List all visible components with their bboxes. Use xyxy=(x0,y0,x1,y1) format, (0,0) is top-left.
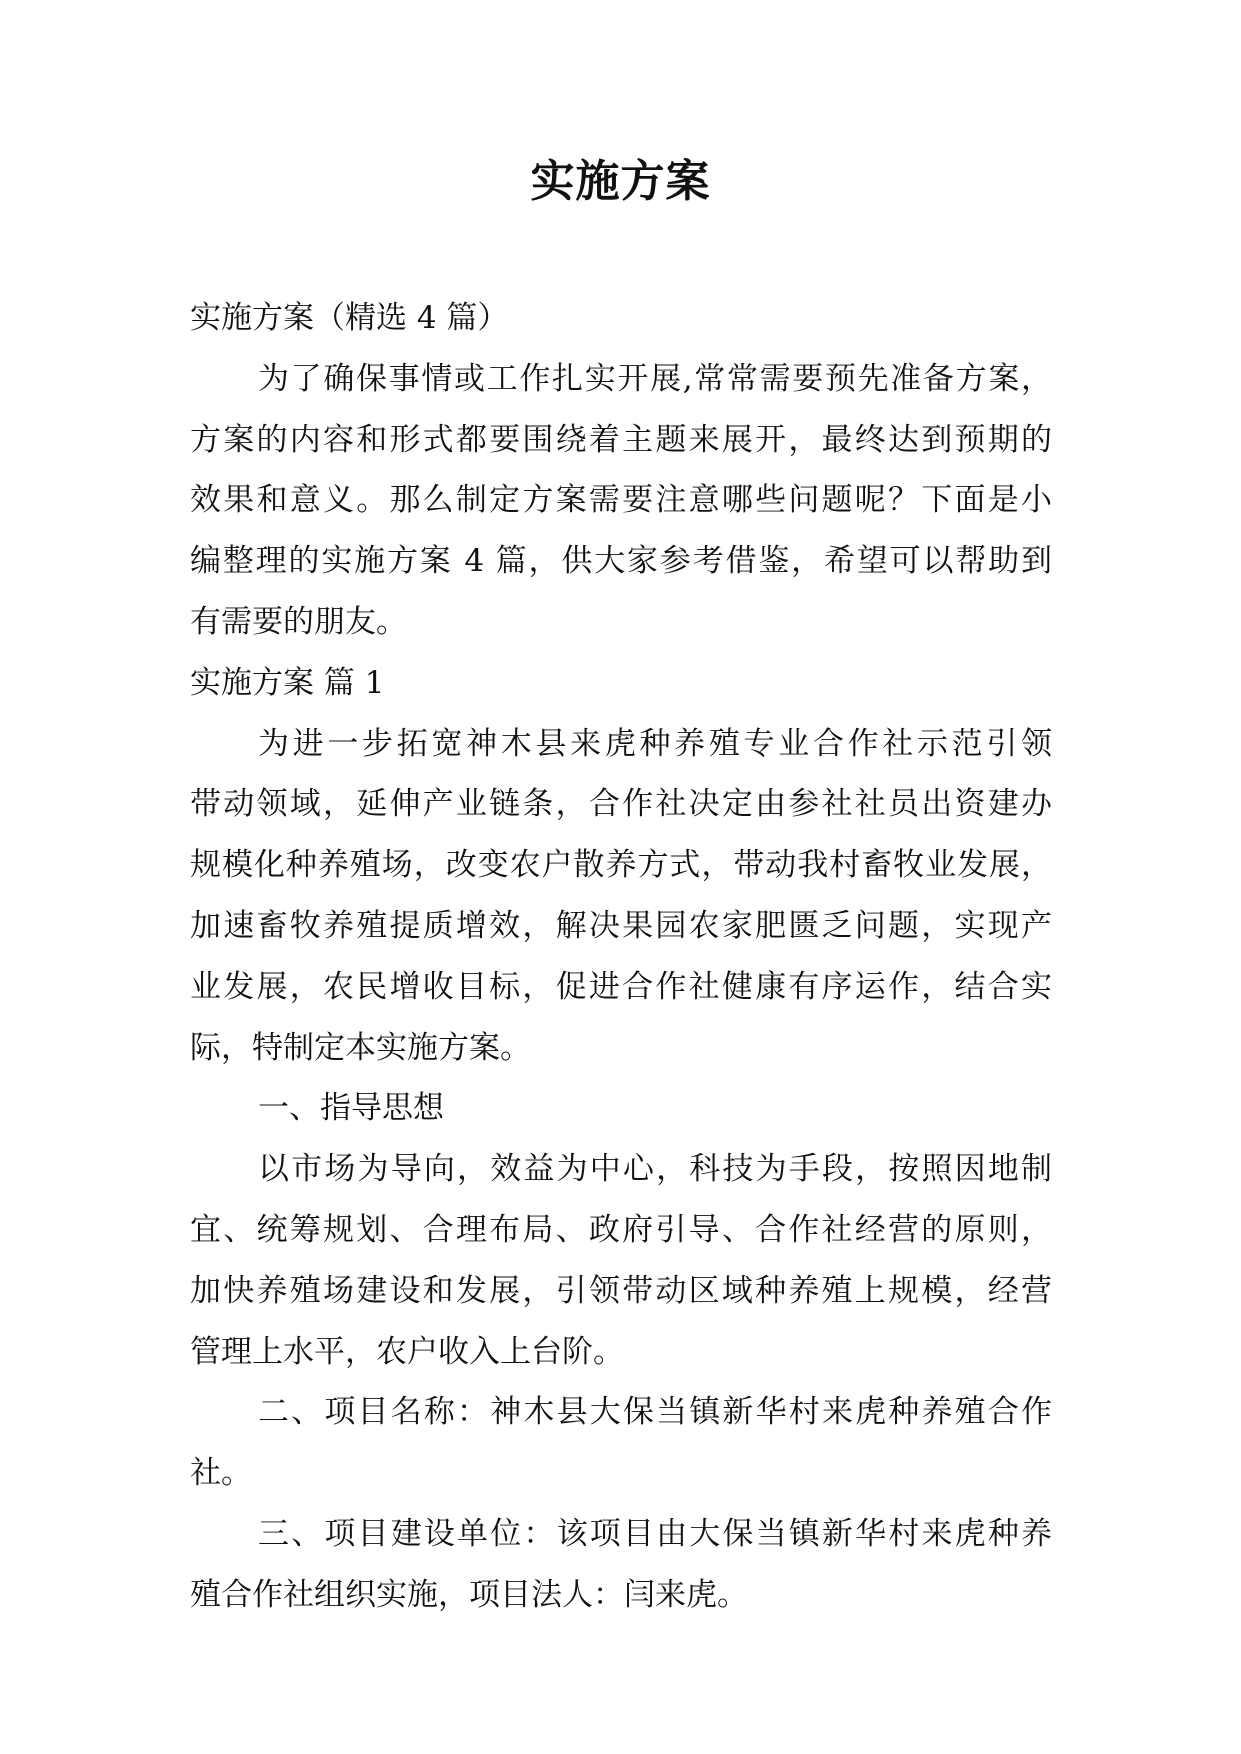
project-name-line: 二、项目名称：神木县大保当镇新华村来虎种养殖合作 xyxy=(258,1394,1052,1431)
project-unit-line: 殖合作社组织实施，项目法人：闫来虎。 xyxy=(190,1576,748,1613)
guiding-paragraph-line: 宜、统筹规划、合理布局、政府引导、合作社经营的原则， xyxy=(190,1211,1052,1248)
guiding-paragraph-line: 以市场为导向，效益为中心，科技为手段，按照因地制 xyxy=(258,1151,1052,1188)
intro-paragraph-line: 效果和意义。那么制定方案需要注意哪些问题呢？下面是小 xyxy=(190,482,1052,519)
subtitle-line: 实施方案（精选 4 篇） xyxy=(190,300,509,336)
intro-paragraph-line: 方案的内容和形式都要围绕着主题来展开，最终达到预期的 xyxy=(190,421,1052,458)
intro-paragraph-line: 为了确保事情或工作扎实开展,常常需要预先准备方案， xyxy=(258,360,1052,397)
section-paragraph-line: 加速畜牧养殖提质增效，解决果园农家肥匮乏问题，实现产 xyxy=(190,907,1052,944)
guiding-paragraph-line: 管理上水平，农户收入上台阶。 xyxy=(190,1333,624,1370)
subheading-line: 一、指导思想 xyxy=(258,1090,444,1127)
section-paragraph-line: 际，特制定本实施方案。 xyxy=(190,1029,531,1066)
section-heading-line: 实施方案 篇 1 xyxy=(190,664,385,701)
document-title: 实施方案 xyxy=(530,156,711,207)
section-paragraph-line: 为进一步拓宽神木县来虎种养殖专业合作社示范引领 xyxy=(258,725,1052,762)
project-name-line: 社。 xyxy=(190,1455,252,1492)
project-unit-line: 三、项目建设单位：该项目由大保当镇新华村来虎种养 xyxy=(258,1515,1052,1552)
section-paragraph-line: 带动领域，延伸产业链条，合作社决定由参社社员出资建办 xyxy=(190,786,1052,823)
section-paragraph-line: 规模化种养殖场，改变农户散养方式，带动我村畜牧业发展， xyxy=(190,847,1052,884)
section-paragraph-line: 业发展，农民增收目标，促进合作社健康有序运作，结合实 xyxy=(190,968,1052,1005)
guiding-paragraph-line: 加快养殖场建设和发展，引领带动区域种养殖上规模，经营 xyxy=(190,1272,1052,1309)
intro-paragraph-line: 有需要的朋友。 xyxy=(190,603,407,640)
intro-paragraph-line: 编整理的实施方案 4 篇，供大家参考借鉴，希望可以帮助到 xyxy=(190,543,1052,580)
document-body xyxy=(190,288,1052,1626)
